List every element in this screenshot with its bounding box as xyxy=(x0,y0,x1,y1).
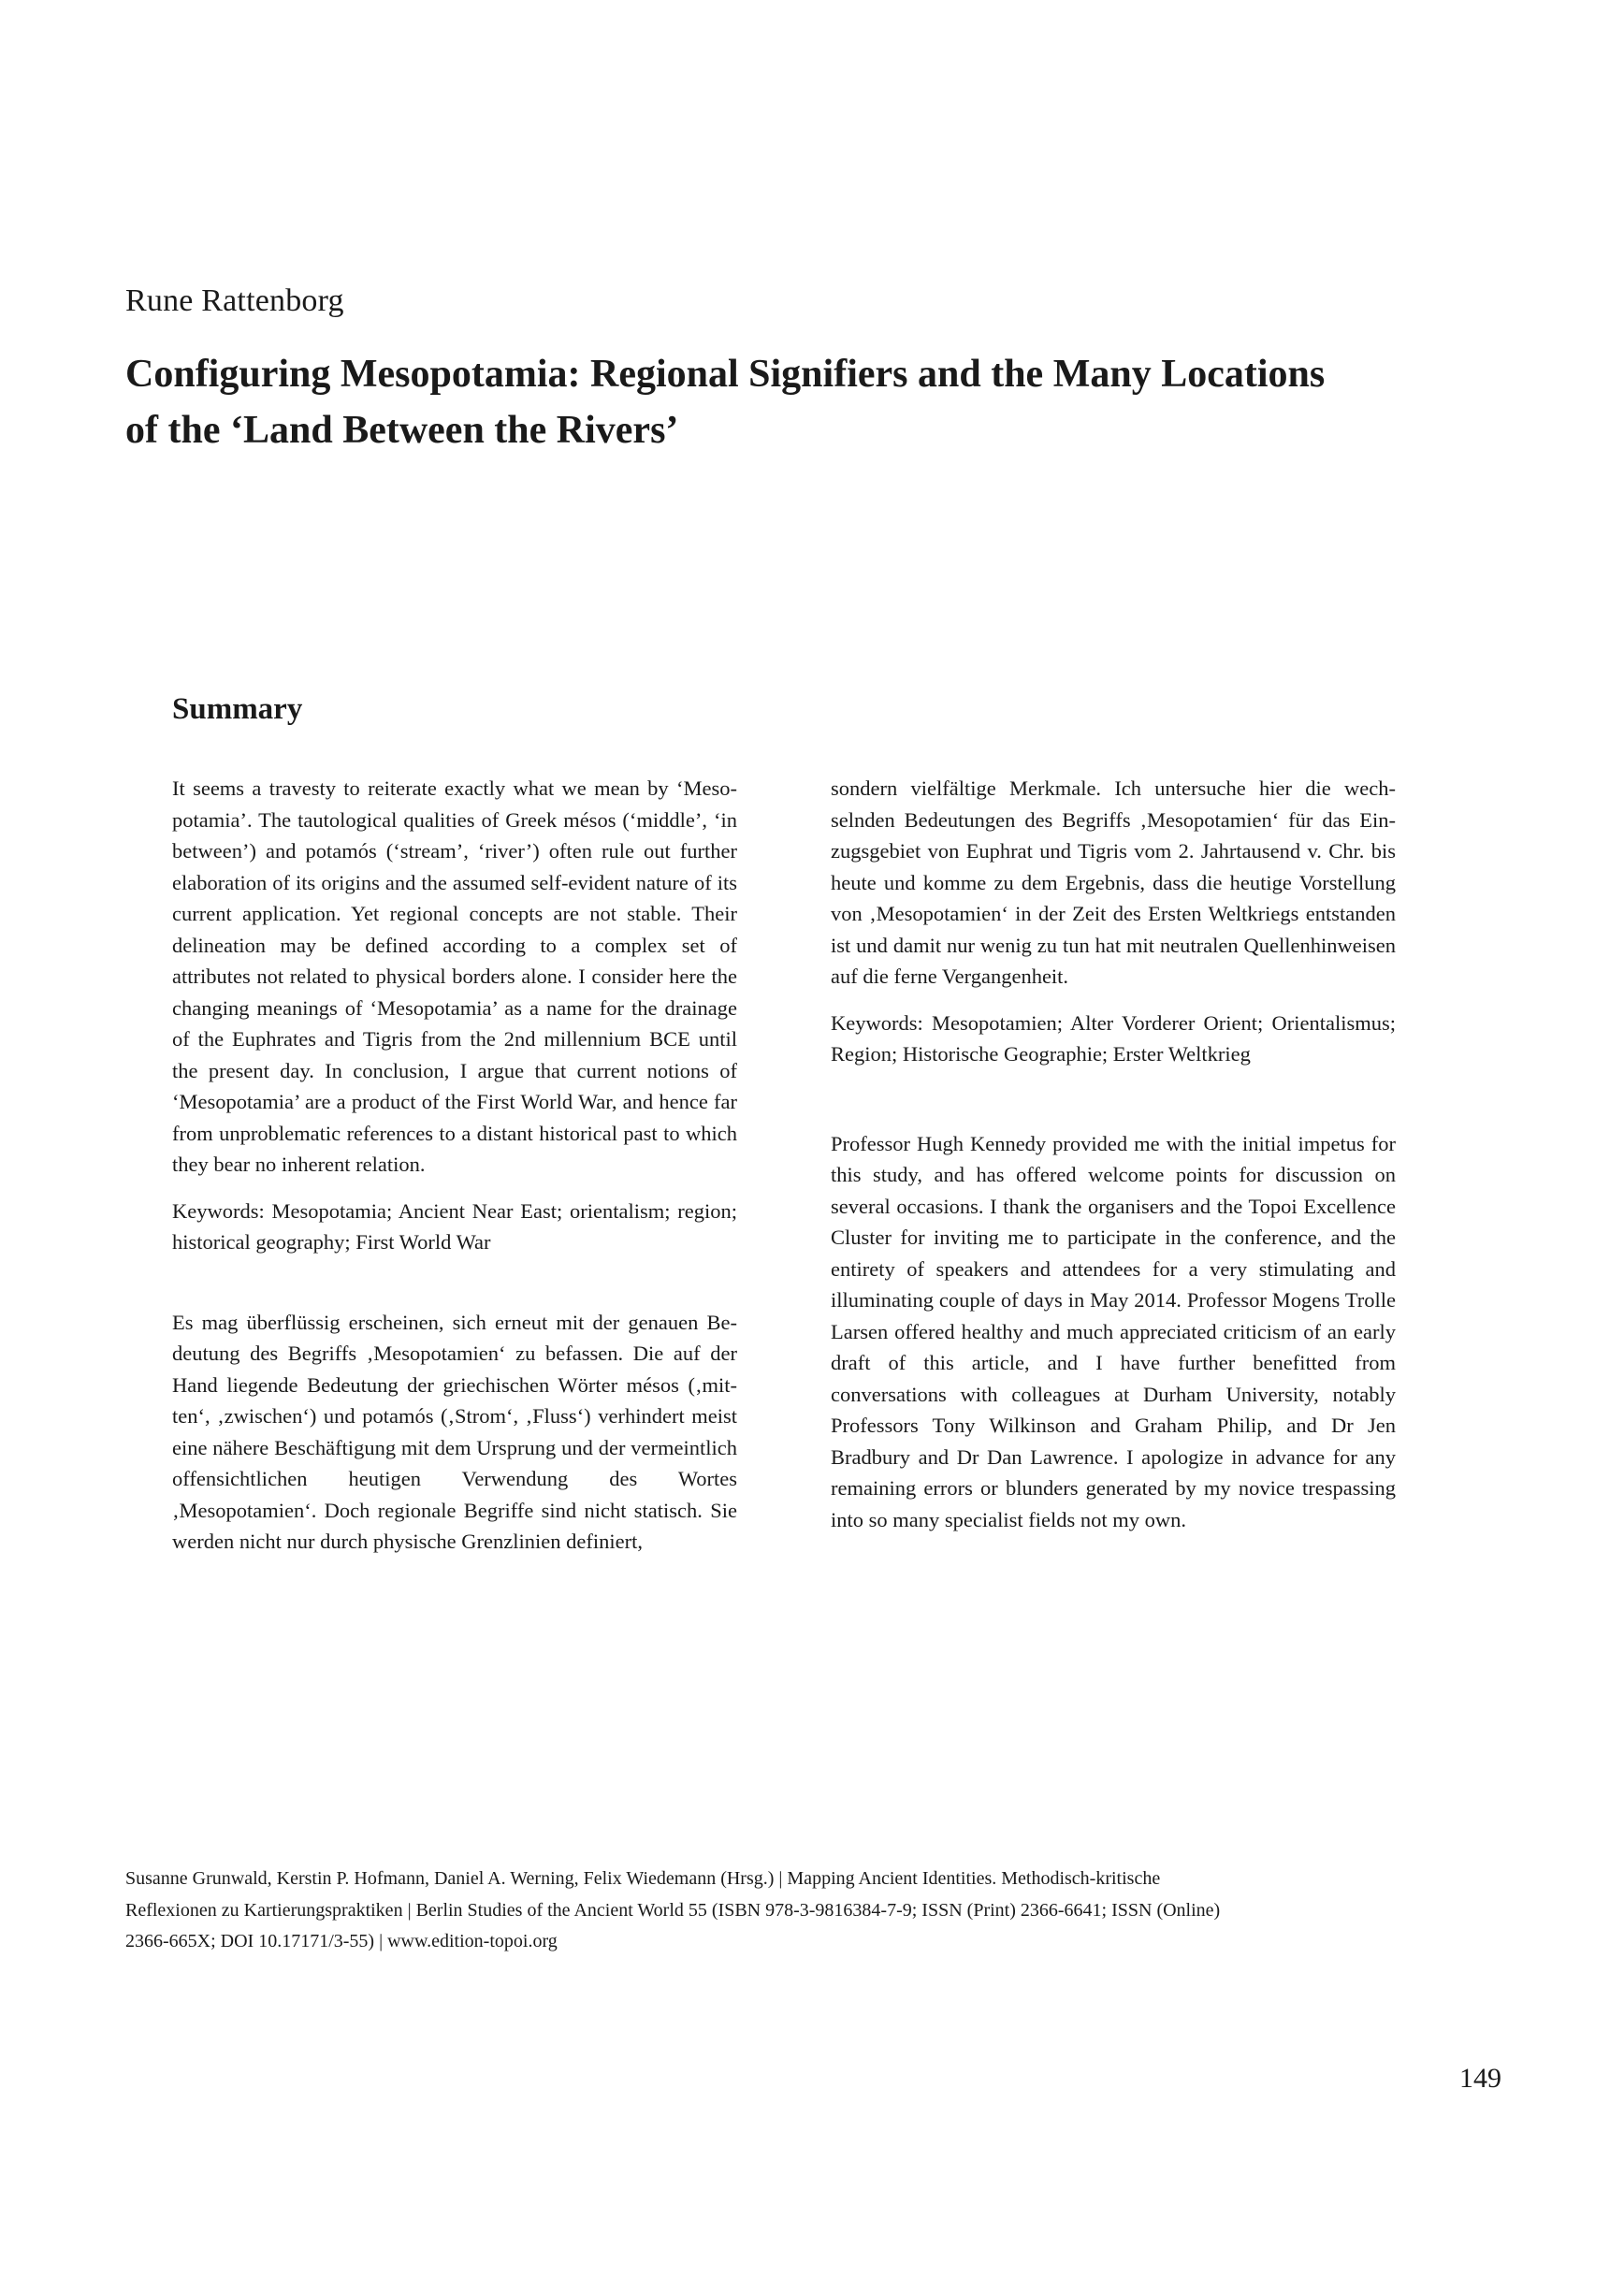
german-abstract-part-2: sondern vielfältige Merkmale. Ich untersuche hier die wechselnden Bedeutungen des Begriffs ‚Mesopotamien‘ für das Einzugsgebiet von Euphrat und Tigris vom 2. Jahrtausend v. Chr. bis heute und komme zu dem Ergebnis, dass die heutige Vorstellung von ‚Mesopotamien‘ in der Zeit des Ersten Weltkriegs entstanden ist und damit nur wenig zu tun hat mit neutralen Quellenhinweisen auf die ferne Vergangenheit. xyxy=(831,776,1396,988)
german-abstract-part-1: Es mag überflüssig erscheinen, sich erneut mit der genauen Bedeutung des Begriffs ‚Mesopotamien‘ zu befassen. Die auf der Hand liegende Bedeutung der griechischen Wörter mésos (‚mitten‘, ‚zwischen‘) und potamós (‚Strom‘, ‚Fluss‘) verhindert meist eine nähere Beschäftigung mit dem Ursprung und der vermeintlich offensichtlichen heutigen Verwendung des Wortes ‚Mesopotamien‘. Doch regionale Begriffe sind nicht statisch. Sie werden nicht nur durch physische Grenzlinien definiert, xyxy=(172,1310,737,1553)
footer-line-1: Susanne Grunwald, Kerstin P. Hofmann, Daniel A. Werning, Felix Wiedemann (Hrsg.) | Mapping Ancient Identities. Methodisch-kritische xyxy=(125,1868,1161,1889)
summary-left-column xyxy=(172,773,737,1558)
german-keywords: Keywords: Mesopotamien; Alter Vorderer Orient; Orientalismus; Region; Historische Geographie; Erster Weltkrieg xyxy=(831,1010,1396,1066)
footer-line-2: Reflexionen zu Kartierungspraktiken | Berlin Studies of the Ancient World 55 (ISBN 978-3-9816384-7-9; ISSN (Print) 2366-6641; ISSN (Online) xyxy=(125,1899,1221,1921)
article-title-line-2: of the ‘Land Between the Rivers’ xyxy=(125,409,679,452)
author-name: Rune Rattenborg xyxy=(125,283,344,318)
summary-right-column xyxy=(831,773,1396,1535)
english-keywords: Keywords: Mesopotamia; Ancient Near East; orientalism; region; historical geography; First World War xyxy=(172,1198,737,1254)
acknowledgements: Professor Hugh Kennedy provided me with the initial impetus for this study, and has offered welcome points for discussion on several occasions. I thank the organisers and the Topoi Excellence Cluster for inviting me to participate in the conference, and the entirety of speakers and attendees for a very stimulating and illuminating couple of days in May 2014. Professor Mogens Trolle Larsen offered healthy and much appreciated criticism of an early draft of this article, and I have further benefitted from conversations with colleagues at Durham University, notably Professors Tony Wilkinson and Graham Philip, and Dr Jen Bradbury and Dr Dan Lawrence. I apologize in advance for any remaining errors or blunders generated by my novice trespassing into so many specialist fields not my own. xyxy=(831,1131,1396,1531)
article-title xyxy=(125,346,1454,458)
footer-line-3: 2366-665X; DOI 10.17171/3-55) | www.edition-topoi.org xyxy=(125,1931,558,1951)
article-title-line-1: Configuring Mesopotamia: Regional Signifiers and the Many Locations xyxy=(125,353,1326,396)
summary-heading: Summary xyxy=(172,692,303,726)
page-number: 149 xyxy=(1459,2063,1501,2094)
english-abstract: It seems a travesty to reiterate exactly what we mean by ‘Mesopotamia’. The tautological qualities of Greek mésos (‘middle’, ‘in between’) and potamós (‘stream’, ‘river’) often rule out further elaboration of its origins and the assumed self-evident nature of its current application. Yet regional concepts are not stable. Their delineation may be defined according to a complex set of attributes not related to physical borders alone. I consider here the changing meanings of ‘Mesopotamia’ as a name for the drainage of the Euphrates and Tigris from the 2nd millennium BCE until the present day. In conclusion, I argue that current notions of ‘Mesopotamia’ are a product of the First World War, and hence far from unproblematic references to a distant historical past to which they bear no inherent relation. xyxy=(172,776,737,1176)
publication-footer xyxy=(125,1864,1472,1958)
